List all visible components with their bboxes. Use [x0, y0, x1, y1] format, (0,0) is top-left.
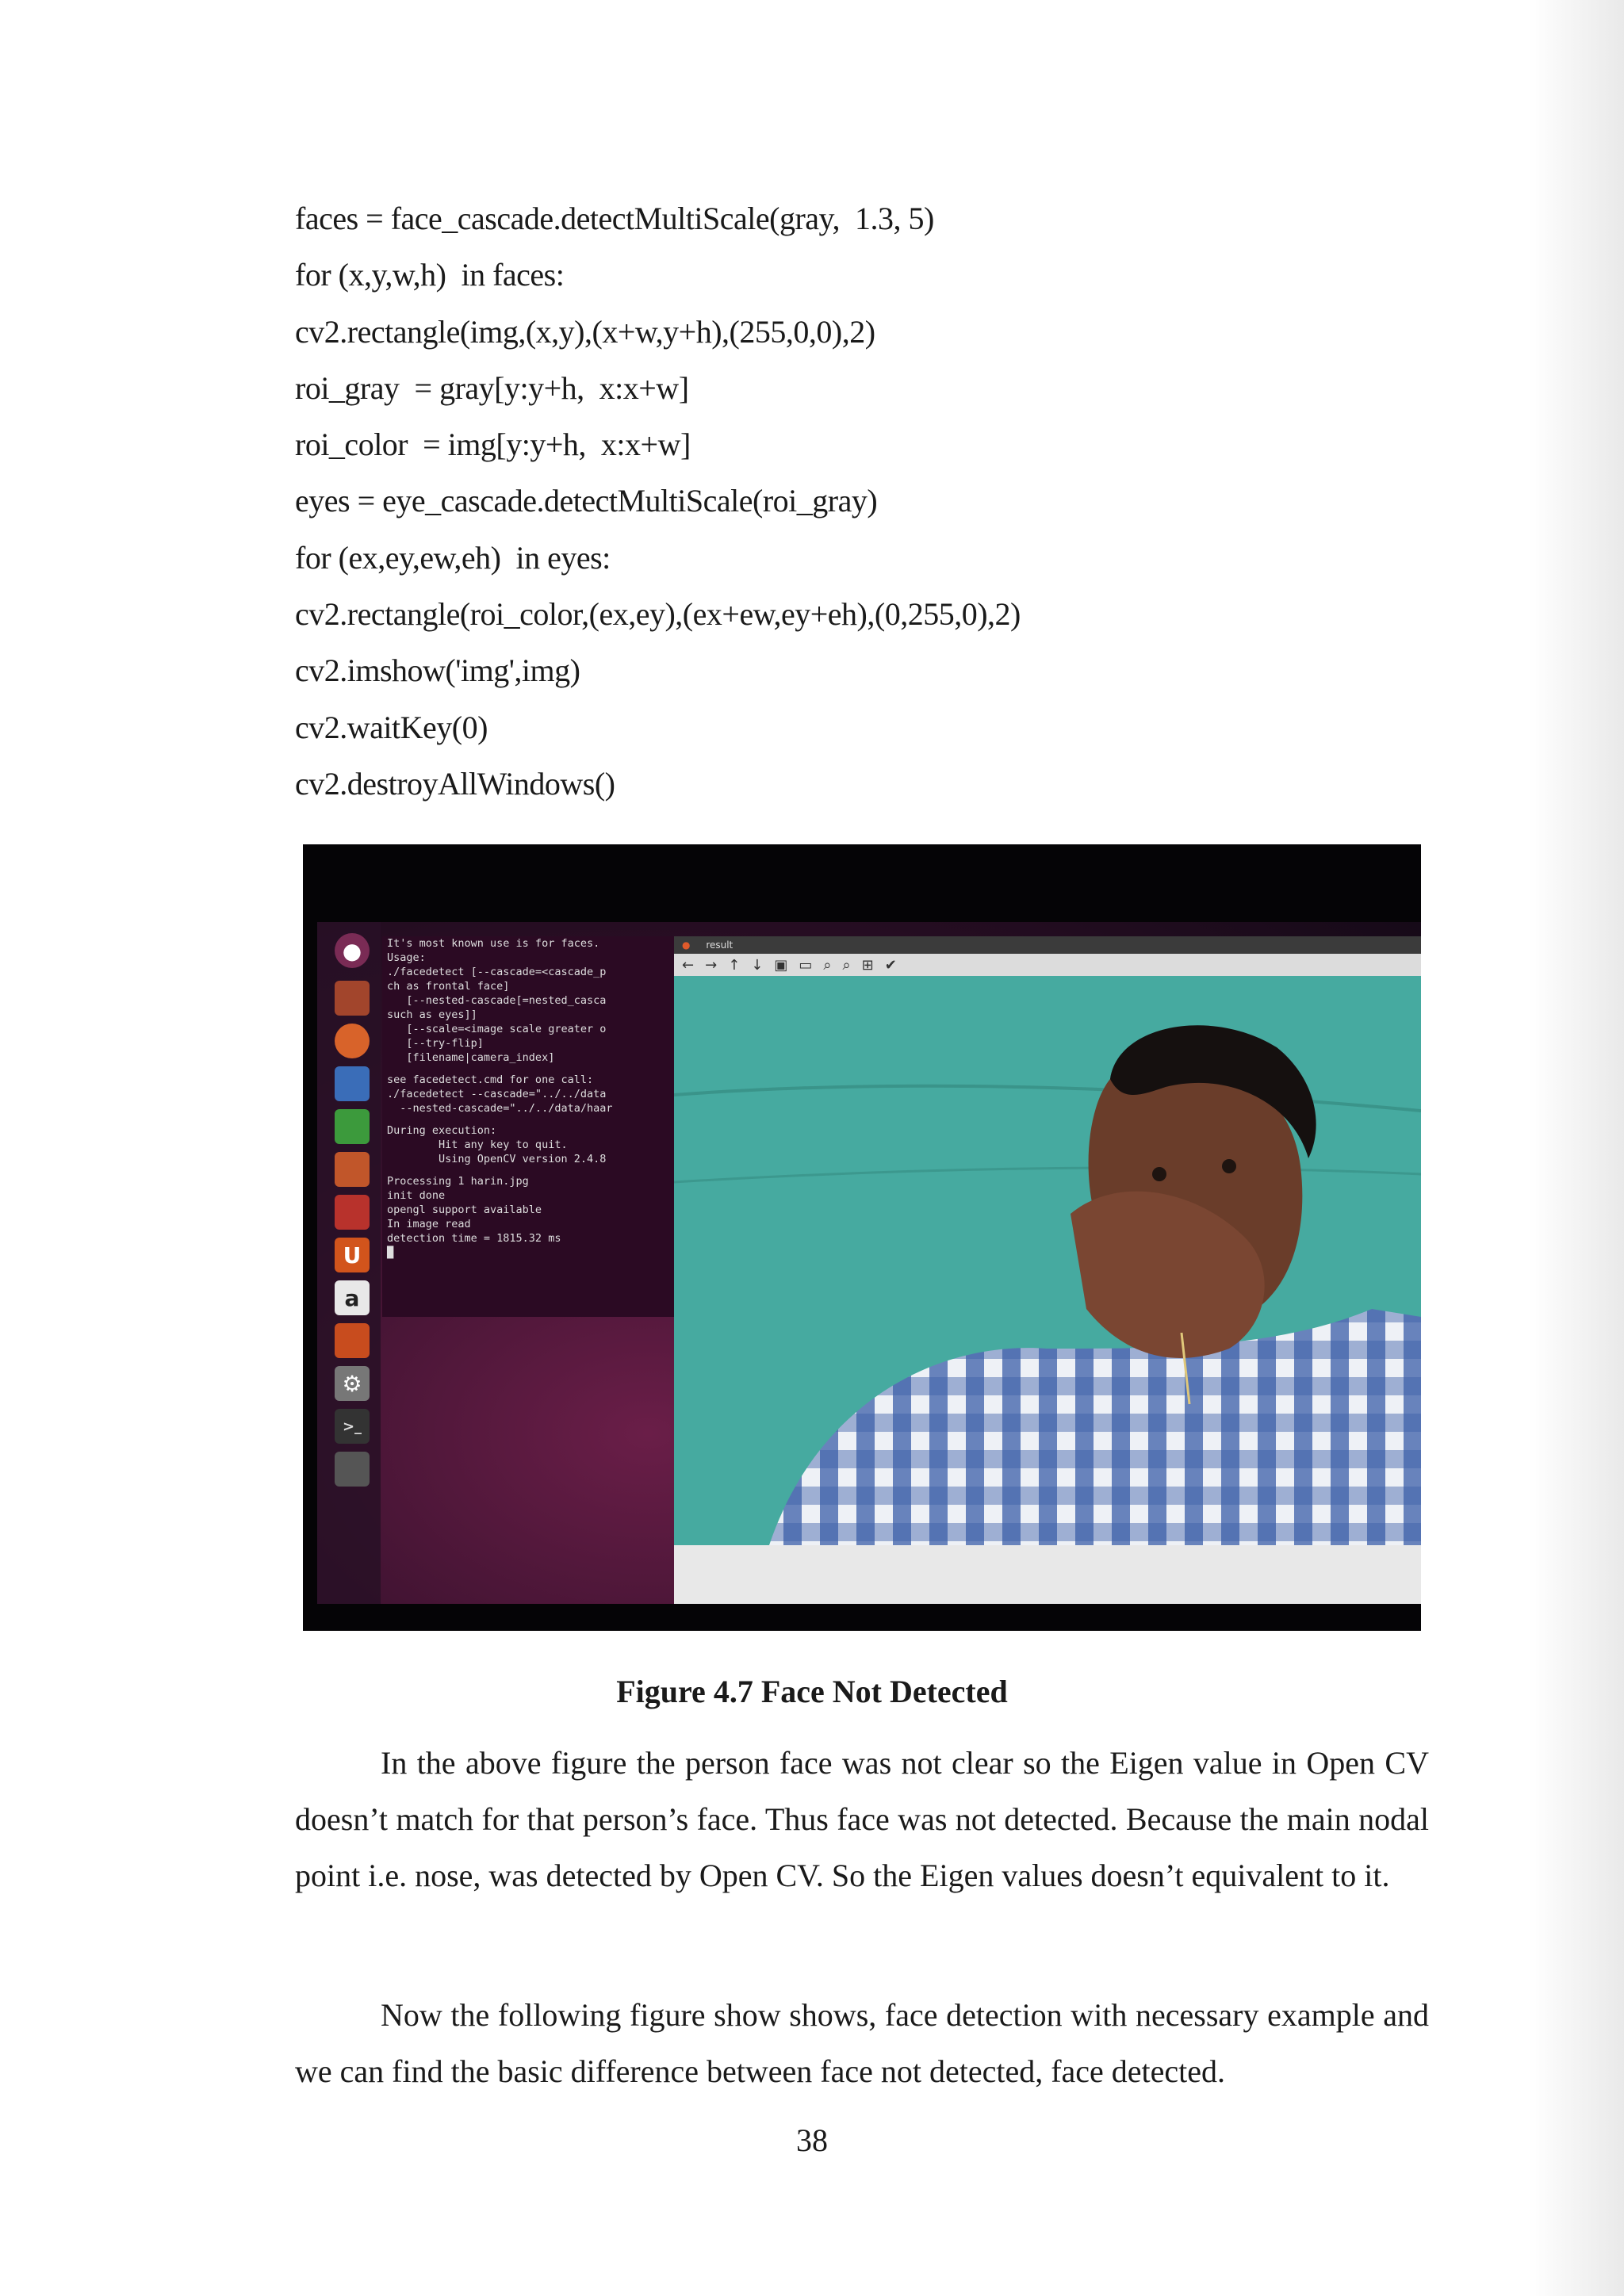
code-block — [295, 190, 1405, 812]
calc-icon — [335, 1109, 370, 1144]
page-number: 38 — [796, 2122, 828, 2158]
pan-right-icon[interactable]: → — [705, 956, 718, 974]
pan-left-icon[interactable]: ← — [682, 956, 695, 974]
code-line: cv2.waitKey(0) — [295, 709, 488, 745]
code-line: cv2.rectangle(img,(x,y),(x+w,y+h),(255,0,0),2) — [295, 313, 875, 350]
terminal-line: detection time = 1815.32 ms — [387, 1232, 561, 1245]
workspace-icon — [335, 1452, 370, 1487]
person-photo-illustration — [674, 976, 1421, 1545]
zoom-window-icon[interactable]: ▭ — [799, 956, 813, 974]
terminal-line: In image read — [387, 1218, 471, 1230]
pan-up-icon[interactable]: ↑ — [728, 956, 741, 974]
monitor-screen — [317, 922, 1421, 1604]
code-line: roi_color = img[y:y+h, x:x+w] — [295, 427, 691, 463]
terminal-line: [--nested-cascade[=nested_casca — [387, 994, 607, 1007]
properties-icon[interactable]: ✔ — [884, 956, 897, 974]
settings-icon: ⚙ — [335, 1366, 370, 1401]
terminal-line: [--try-flip] — [387, 1037, 484, 1050]
code-line: cv2.imshow('img',img) — [295, 652, 580, 689]
pan-down-icon[interactable]: ↓ — [751, 956, 764, 974]
software-center-icon — [335, 1195, 370, 1230]
terminal-line: ./facedetect --cascade="../../data — [387, 1088, 607, 1100]
zoom-fit-icon[interactable]: ▣ — [774, 956, 788, 974]
page-edge-shadow — [1529, 0, 1624, 2296]
code-line: roi_gray = gray[y:y+h, x:x+w] — [295, 369, 689, 406]
terminal-line: opengl support available — [387, 1203, 542, 1216]
launcher-sidebar — [317, 922, 381, 1604]
terminal-gap — [382, 1065, 676, 1073]
terminal-icon: >_ — [335, 1409, 370, 1444]
save-icon[interactable]: ⊞ — [861, 956, 874, 974]
code-line: cv2.destroyAllWindows() — [295, 765, 615, 802]
viewer-titlebar — [674, 936, 1421, 954]
viewer-close-icon[interactable]: ● — [682, 939, 691, 951]
viewer-title: result — [706, 939, 733, 951]
image-viewer-window — [674, 936, 1421, 1604]
terminal-line: During execution: — [387, 1124, 497, 1137]
terminal-gap — [382, 1166, 676, 1174]
terminal-line: [filename|camera_index] — [387, 1051, 555, 1064]
terminal-line: Processing 1 harin.jpg — [387, 1175, 529, 1188]
code-line: eyes = eye_cascade.detectMultiScale(roi_gray) — [295, 483, 878, 519]
zoom-in-icon[interactable]: ⌕ — [823, 956, 832, 974]
code-line: cv2.rectangle(roi_color,(ex,ey),(ex+ew,ey+eh),(0,255,0),2) — [295, 596, 1021, 633]
figure-photo — [303, 844, 1421, 1631]
terminal-line: --nested-cascade="../../data/haar — [387, 1102, 613, 1115]
terminal-cursor: █ — [387, 1246, 394, 1259]
terminal-line: init done — [387, 1189, 446, 1202]
amazon-icon: a — [335, 1280, 370, 1315]
firefox-icon — [335, 1024, 370, 1058]
terminal-line: ./facedetect [--cascade=<cascade_p — [387, 966, 607, 978]
terminal-line: It's most known use is for faces. — [387, 937, 600, 950]
terminal-line: Hit any key to quit. — [387, 1138, 568, 1151]
terminal-line: ch as frontal face] — [387, 980, 510, 993]
figure-caption: Figure 4.7 Face Not Detected — [616, 1674, 1008, 1709]
viewer-toolbar — [674, 954, 1421, 976]
files-icon — [335, 981, 370, 1016]
terminal-line: see facedetect.cmd for one call: — [387, 1073, 594, 1086]
ubuntu-software-icon — [335, 1323, 370, 1358]
terminal-line: Usage: — [387, 951, 426, 964]
paragraph-2: Now the following figure show shows, face detection with necessary example and we can find the basic difference between face not detected, face detected. — [295, 1997, 1429, 2089]
terminal-line: Using OpenCV version 2.4.8 — [387, 1153, 607, 1165]
code-line: for (ex,ey,ew,eh) in eyes: — [295, 539, 611, 576]
result-photo — [674, 976, 1421, 1545]
paragraph-1: In the above figure the person face was not clear so the Eigen value in Open CV doesn’t match for that person’s face. Thus face was not detected. Because the main nodal point i.e. nose, was detected by Open CV. So the Eigen values doesn’t equivalent to it. — [295, 1745, 1429, 1893]
zoom-out-icon[interactable]: ⌕ — [842, 956, 851, 974]
dash-home-icon: ● — [335, 933, 370, 968]
ubuntu-one-icon: U — [335, 1238, 370, 1272]
code-line: for (x,y,w,h) in faces: — [295, 257, 565, 293]
terminal-gap — [382, 1115, 676, 1123]
writer-icon — [335, 1066, 370, 1101]
terminal-line: such as eyes]] — [387, 1008, 477, 1021]
code-line: faces = face_cascade.detectMultiScale(gray, 1.3, 5) — [295, 201, 934, 236]
terminal-window — [382, 936, 676, 1317]
impress-icon — [335, 1152, 370, 1187]
terminal-line: [--scale=<image scale greater o — [387, 1023, 607, 1035]
